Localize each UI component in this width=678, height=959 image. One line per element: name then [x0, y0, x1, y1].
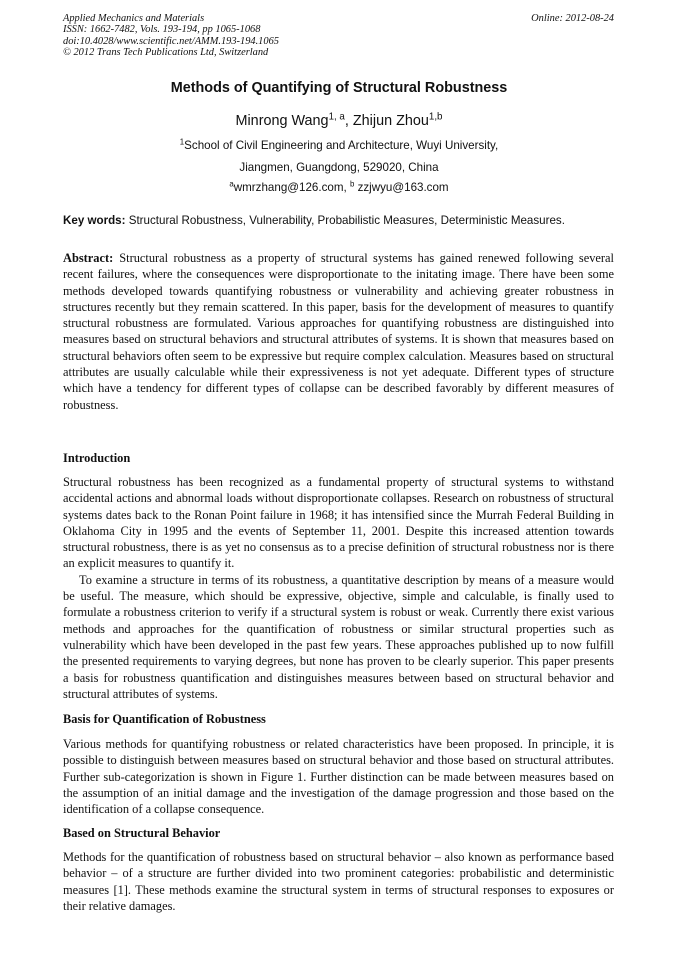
email-address: wmrzhang@126.com,: [233, 181, 350, 194]
author-superscript: 1, a: [328, 111, 345, 123]
copyright-line: © 2012 Trans Tech Publications Ltd, Switzerland: [63, 46, 269, 58]
paragraph: To examine a structure in terms of its robustness, a quantitative description by means of a measure would be useful. The measure, which should be expressive, objective, simple and calculable, is finally used to formulate a robustness criterion to verify if a structural system is robust or weak. Currently there exist various methods and approaches for the quantification of robustness or similar structural properties such as vulnerability which have been developed in the past few years. These approaches published up to now fulfill the presented requirements to varying degrees, but none has proven to be clearly superior. This paper presents a basis for robustness quantification and distinguishes measures between based on structural behavior and structural attributes of systems.: [63, 572, 614, 701]
paragraph: Structural robustness has been recognized as a fundamental property of structural systems to withstand accidental actions and abnormal loads without disproportionate collapses. Research on robustness of structural systems dates back to the Ronan Point failure in 1968; it has intensified since the Murrah Federal Building in Oklahoma City in 1995 and the events of September 11, 2001. Despite this increased attention towards structural robustness, there is as yet no consensus as to a precise definition of structural robustness nor is there an explicit measures to quantify it.: [63, 475, 614, 571]
author-separator: ,: [344, 113, 353, 129]
email-line: [0, 181, 678, 194]
abstract-label: Abstract:: [63, 251, 114, 265]
author-line: [0, 113, 678, 129]
email-superscript: b: [349, 179, 355, 189]
introduction-body: [63, 474, 614, 702]
email-address: zzjwyu@163.com: [354, 181, 449, 194]
doi-line: doi:10.4028/www.scientific.net/AMM.193-194.1065: [63, 35, 279, 47]
basis-body: [63, 736, 614, 817]
section-heading-basis: Basis for Quantification of Robustness: [63, 712, 266, 726]
section-heading-behavior: Based on Structural Behavior: [63, 826, 221, 840]
affiliation-text: Jiangmen, Guangdong, 529020, China: [239, 161, 439, 174]
author-superscript: 1,b: [428, 111, 443, 123]
keywords-text: Structural Robustness, Vulnerability, Probabilistic Measures, Deterministic Measures.: [125, 214, 565, 227]
paper-title: Methods of Quantifying of Structural Robustness: [170, 80, 508, 96]
affiliation-superscript: 1: [179, 137, 185, 147]
affiliation-line-2: [0, 161, 678, 174]
keywords-line: [63, 214, 614, 227]
email-superscript: a: [229, 179, 234, 189]
keywords-label: Key words:: [63, 214, 126, 227]
abstract-text: Structural robustness as a property of structural systems has gained renewed following several recent failures, where the consequences were disproportionate to the initating image. There have been some methods developed towards quantifying robustness or vulnerability and achieving greater robustness in structures recently but they remain scattered. In this paper, basis for the development of measures to quantify structural robustness are formulated. Various approaches for quantifying robustness are distinguished into measures based on structural behaviors and structural attributes of systems. It is shown that measures based on structural behaviors often seem to be expressive but require complex calculation. Measures based on structural attributes are usually calculable while their expressiveness is not yet adequate. Different types of structure which have a tendency for different types of collapse can be described favorably by different measures of robustness.: [63, 251, 614, 412]
abstract: [63, 250, 614, 413]
affiliation-line-1: [0, 139, 678, 152]
section-heading-introduction: Introduction: [63, 451, 131, 465]
paragraph: Methods for the quantification of robustness based on structural behavior – also known as performance based behavior – of a structure are further divided into two prominent categories: probabilistic and deterministic measures [1]. These methods examine the structural system in terms of structural responses to exposures or their relative damages.: [63, 850, 614, 913]
paragraph: Various methods for quantifying robustness or related characteristics have been proposed. In principle, it is possible to distinguish between measures based on structural behavior and those based on structural attributes. Further sub-categorization is shown in Figure 1. Further distinction can be made between measures based on the assumption of an initial damage and the investigation of the damage progression and those based on the identification of a collapse consequence.: [63, 737, 614, 817]
issn-line: ISSN: 1662-7482, Vols. 193-194, pp 1065-1068: [63, 24, 261, 36]
author-name: Minrong Wang: [235, 113, 329, 129]
journal-name: Applied Mechanics and Materials: [63, 13, 205, 24]
journal-header: [63, 13, 614, 58]
online-date: Online: 2012-08-24: [531, 13, 614, 24]
author-name: Zhijun Zhou: [352, 113, 429, 129]
affiliation-text: School of Civil Engineering and Architecture, Wuyi University,: [184, 139, 499, 152]
behavior-body: [63, 849, 614, 914]
